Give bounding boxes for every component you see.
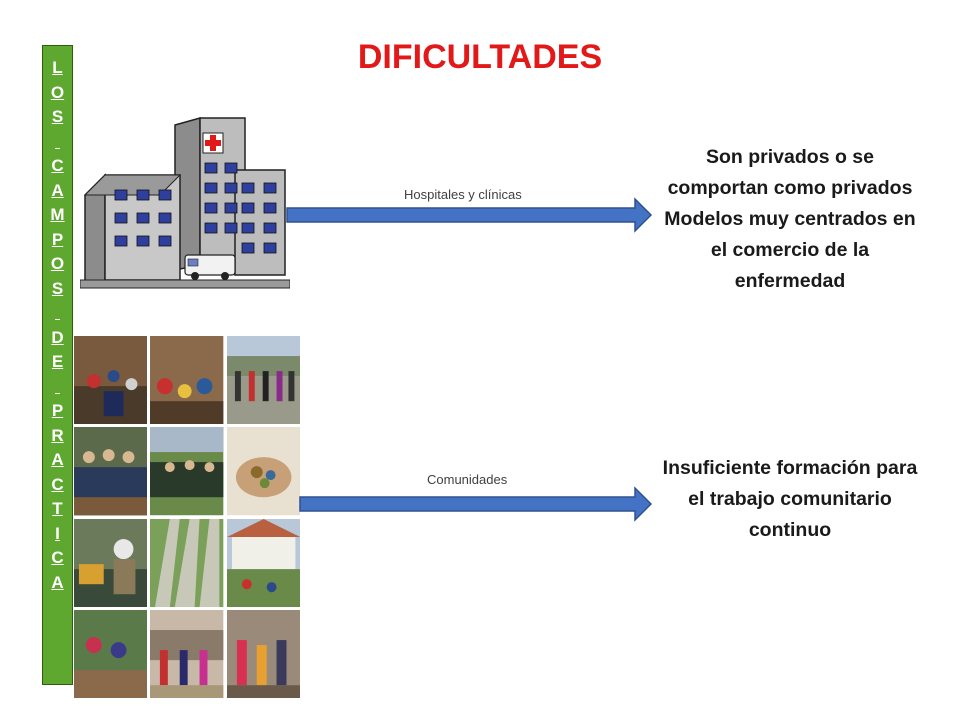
arrow-comunidades (298, 484, 655, 524)
photo-market (74, 519, 147, 607)
community-photo-collage (74, 336, 300, 698)
description-line: continuo (748, 519, 832, 541)
photo-hands-food (227, 427, 300, 515)
vertical-label-letter (55, 375, 60, 400)
photo-channels (150, 519, 223, 607)
description-line: Insuficiente formación para (662, 457, 918, 479)
vertical-label-letter: P (51, 401, 64, 420)
vertical-label-letter: I (55, 523, 60, 543)
vertical-label-letter: L (52, 58, 63, 77)
photo-classroom (74, 336, 147, 424)
photo-field-group (150, 427, 223, 515)
vertical-label-letter: A (51, 572, 64, 592)
description-line: comportan como privados (667, 177, 913, 199)
vertical-label-letter: C (51, 156, 64, 175)
photo-students (150, 336, 223, 424)
photo-crowd (74, 427, 147, 515)
vertical-label-letter: O (50, 254, 65, 273)
description-hospitales (640, 142, 940, 297)
vertical-label-letter: E (51, 352, 64, 371)
label-hospitales: Hospitales y clínicas (404, 187, 522, 202)
vertical-label-letter: O (50, 82, 65, 102)
vertical-label-letter: C (51, 548, 64, 567)
photo-village-crowd (150, 610, 223, 698)
photo-group-outdoor (227, 336, 300, 424)
vertical-label-letter (55, 301, 60, 326)
vertical-label-letter: A (51, 450, 64, 469)
vertical-label-bar (42, 45, 73, 685)
vertical-label-letter: M (50, 205, 65, 224)
hospital-building-icon (80, 115, 290, 290)
vertical-label-letter: C (51, 474, 64, 494)
vertical-label-letter: A (51, 180, 64, 200)
description-line: enfermedad (734, 270, 846, 292)
description-comunidades (640, 453, 940, 546)
photo-women-market (74, 610, 147, 698)
vertical-label-letter: P (51, 229, 64, 249)
vertical-label-letter: S (51, 278, 64, 298)
photo-school-building (227, 519, 300, 607)
vertical-label-letter: S (51, 107, 64, 126)
page-title: DIFICULTADES (357, 38, 603, 76)
description-line: Modelos muy centrados en (664, 208, 916, 230)
label-comunidades: Comunidades (427, 472, 508, 487)
description-line: el comercio de la (710, 239, 870, 261)
vertical-label-letter (55, 130, 60, 155)
vertical-label-letter: T (52, 499, 63, 518)
photo-festival (227, 610, 300, 698)
vertical-label-letter: D (51, 327, 64, 347)
description-line: Son privados o se (706, 146, 874, 168)
vertical-label-letter: R (51, 425, 64, 445)
description-line: el trabajo comunitario (688, 488, 892, 510)
